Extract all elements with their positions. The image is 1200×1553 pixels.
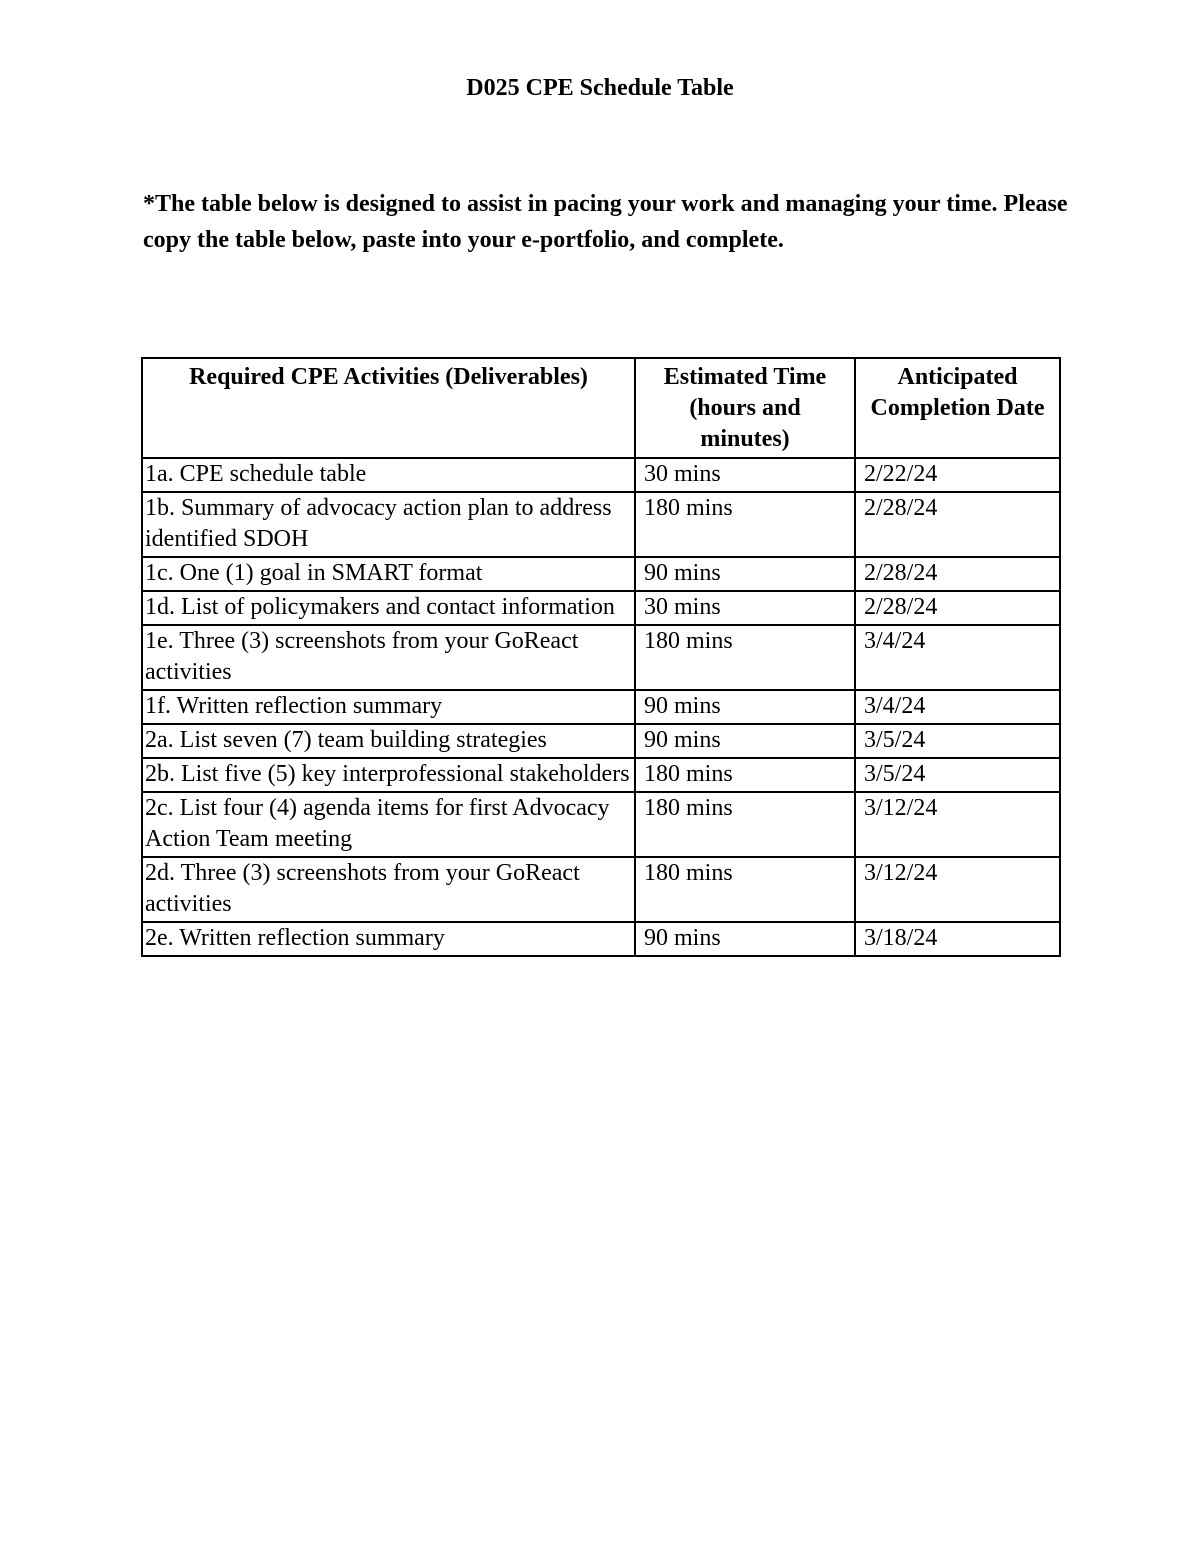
- activity-cell: 2b. List five (5) key interprofessional stakeholders: [142, 758, 635, 792]
- header-activities: Required CPE Activities (Deliverables): [142, 358, 635, 458]
- header-completion-date: Anticipated Completion Date: [855, 358, 1060, 458]
- estimated-time-cell: 90 mins: [635, 724, 855, 758]
- table-row: [142, 690, 1060, 724]
- table-row: [142, 557, 1060, 591]
- table-row: [142, 591, 1060, 625]
- estimated-time-cell: 30 mins: [635, 458, 855, 492]
- estimated-time-cell: 90 mins: [635, 922, 855, 956]
- activity-cell: 2a. List seven (7) team building strategies: [142, 724, 635, 758]
- activity-cell: 2e. Written reflection summary: [142, 922, 635, 956]
- table-row: [142, 857, 1060, 922]
- completion-date-cell: 2/28/24: [855, 492, 1060, 557]
- completion-date-cell: 3/5/24: [855, 724, 1060, 758]
- estimated-time-cell: 180 mins: [635, 492, 855, 557]
- estimated-time-cell: 180 mins: [635, 758, 855, 792]
- activity-cell: 1a. CPE schedule table: [142, 458, 635, 492]
- table-row: [142, 724, 1060, 758]
- table-row: [142, 492, 1060, 557]
- activity-cell: 2d. Three (3) screenshots from your GoReact activities: [142, 857, 635, 922]
- completion-date-cell: 2/28/24: [855, 557, 1060, 591]
- estimated-time-cell: 90 mins: [635, 557, 855, 591]
- completion-date-cell: 3/4/24: [855, 690, 1060, 724]
- activity-cell: 1d. List of policymakers and contact information: [142, 591, 635, 625]
- activity-cell: 1c. One (1) goal in SMART format: [142, 557, 635, 591]
- estimated-time-cell: 180 mins: [635, 792, 855, 857]
- header-row: [142, 358, 1060, 458]
- completion-date-cell: 2/28/24: [855, 591, 1060, 625]
- estimated-time-cell: 180 mins: [635, 625, 855, 690]
- completion-date-cell: 3/18/24: [855, 922, 1060, 956]
- schedule-table: [141, 357, 1061, 957]
- estimated-time-cell: 180 mins: [635, 857, 855, 922]
- instructions-paragraph: *The table below is designed to assist in pacing your work and managing your time. Please copy the table below, paste into your e-portfolio, and complete.: [143, 191, 1068, 253]
- completion-date-cell: 3/12/24: [855, 857, 1060, 922]
- table-row: [142, 792, 1060, 857]
- table-row: [142, 458, 1060, 492]
- activity-cell: 2c. List four (4) agenda items for first Advocacy Action Team meeting: [142, 792, 635, 857]
- table-row: [142, 922, 1060, 956]
- table-row: [142, 625, 1060, 690]
- page-title: D025 CPE Schedule Table: [466, 75, 734, 101]
- header-estimated-time: Estimated Time (hours and minutes): [635, 358, 855, 458]
- completion-date-cell: 3/12/24: [855, 792, 1060, 857]
- completion-date-cell: 3/5/24: [855, 758, 1060, 792]
- activity-cell: 1f. Written reflection summary: [142, 690, 635, 724]
- table-header: [142, 358, 1060, 458]
- activity-cell: 1b. Summary of advocacy action plan to address identified SDOH: [142, 492, 635, 557]
- estimated-time-cell: 90 mins: [635, 690, 855, 724]
- completion-date-cell: 2/22/24: [855, 458, 1060, 492]
- completion-date-cell: 3/4/24: [855, 625, 1060, 690]
- activity-cell: 1e. Three (3) screenshots from your GoReact activities: [142, 625, 635, 690]
- table-row: [142, 758, 1060, 792]
- table-body: [142, 458, 1060, 956]
- estimated-time-cell: 30 mins: [635, 591, 855, 625]
